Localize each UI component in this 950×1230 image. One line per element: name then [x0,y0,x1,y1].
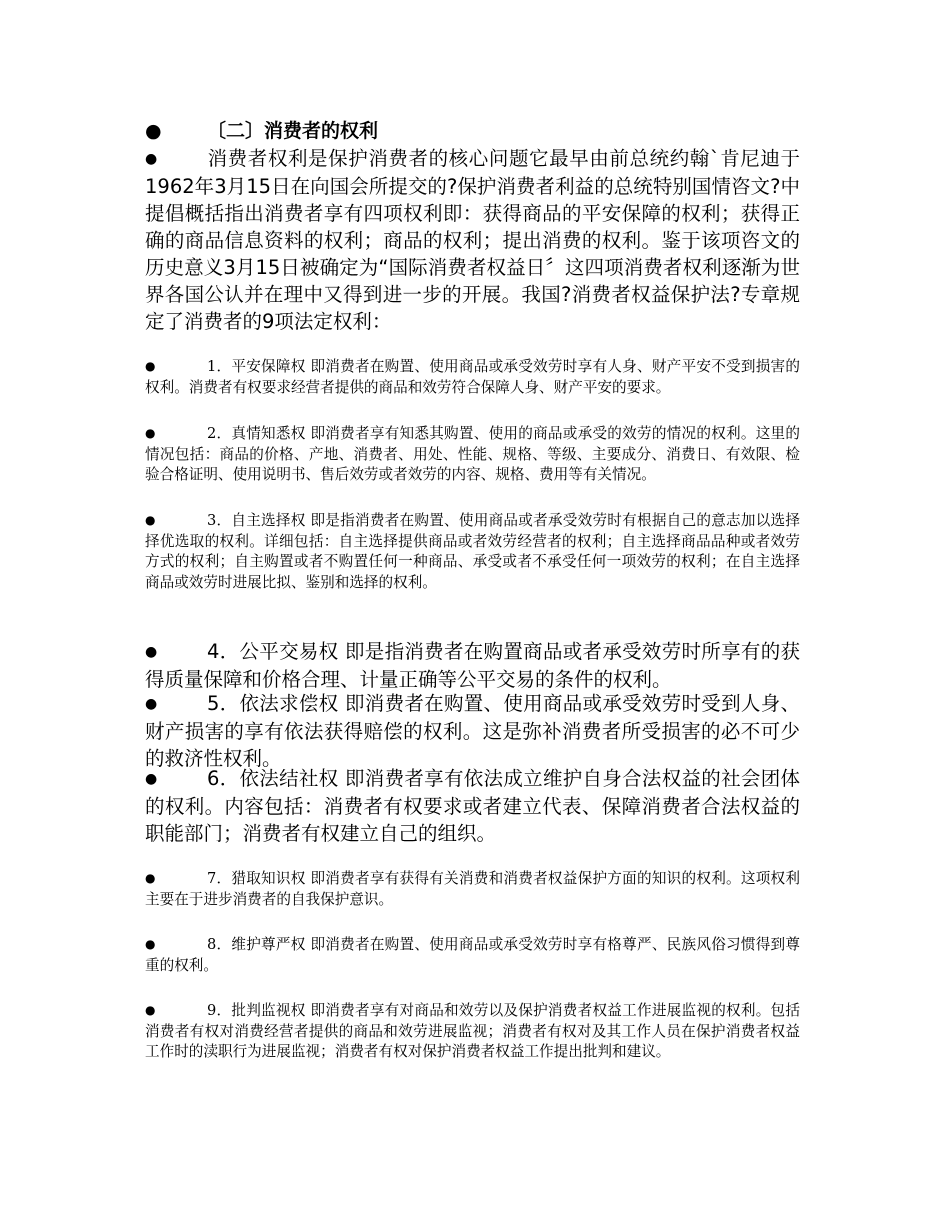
right-text: 9．批判监视权 即消费者享有对商品和效劳以及保护消费者权益工作进展监视的权利。包括消费者有权对消费经营者提供的商品和效劳进展监视；消费者有权对及其工作人员在保护消费者权益工作时的渎职行为进展监视；消费者有权对保护消费者权益工作提出批判和建议。 [145,1002,800,1060]
bullet-icon: ● [145,1003,156,1017]
right-text: 2．真情知悉权 即消费者享有知悉其购置、使用的商品或承受的效劳的情况的权利。这里的情况包括：商品的价格、产地、消费者、用处、性能、规格、等级、主要成分、消费日、有效限、检验合格证明、使用说明书、售后效劳或者效劳的内容、规格、费用等有关情况。 [145,425,800,483]
bullet-icon: ● [145,696,158,712]
bullet-icon: ● [145,359,156,373]
bullet-icon: ● [145,771,158,787]
right-item-9 [145,1000,800,1063]
right-text: 7．猎取知识权 即消费者享有获得有关消费和消费者权益保护方面的知识的权利。这项权利主要在于进步消费者的自我保护意识。 [145,870,800,908]
right-item-3 [145,510,800,593]
right-item-5 [145,690,800,772]
right-text: 8．维护尊严权 即消费者在购置、使用商品或承受效劳时享有格尊严、民族风俗习惯得到尊重的权利。 [145,936,800,974]
heading-text: 〔二〕消费者的权利 [207,120,379,142]
right-item-2 [145,423,800,486]
bullet-icon: ● [145,937,156,951]
bullet-icon: ● [145,151,158,167]
right-item-4 [145,638,800,693]
right-item-7 [145,868,800,910]
right-item-8 [145,934,800,976]
bullet-icon: ● [145,871,156,885]
right-text: 3．自主选择权 即是指消费者在购置、使用商品或者承受效劳时有根据自己的意志加以选择择优选取的权利。详细包括：自主选择提供商品或者效劳经营者的权利；自主选择商品品种或者效劳方式的权利；自主购置或者不购置任何一种商品、承受或者不承受任何一项效劳的权利；在自主选择商品或效劳时进展比拟、鉴别和选择的权利。 [145,512,800,591]
intro-text: 消费者权利是保护消费者的核心问题它最早由前总统约翰`肯尼迪于1962年3月15日在向国会所提交的?保护消费者利益的总统特别国情咨文?中提倡概括指出消费者享有四项权利即：获得商品的平安保障的权利；获得正确的商品信息资料的权利；商品的权利；提出消费的权利。鉴于该项咨文的历史意义3月15日被确定为“国际消费者权益日〞这四项消费者权利逐渐为世界各国公认并在理中又得到进一步的开展。我国?消费者权益保护法?专章规定了消费者的9项法定权利： [145,147,800,333]
section-heading [145,118,800,145]
right-text: 1．平安保障权 即消费者在购置、使用商品或承受效劳时享有人身、财产平安不受到损害的权利。消费者有权要求经营者提供的商品和效劳符合保障人身、财产平安的要求。 [145,358,800,396]
right-text: 4．公平交易权 即是指消费者在购置商品或者承受效劳时所享有的获得质量保障和价格合理、计量正确等公平交易的条件的权利。 [145,640,800,691]
right-text: 6．依法结社权 即消费者享有依法成立维护自身合法权益的社会团体的权利。内容包括：消费者有权要求或者建立代表、保障消费者合法权益的职能部门；消费者有权建立自己的组织。 [145,767,800,845]
right-item-1 [145,356,800,398]
bullet-icon: ● [145,426,156,440]
bullet-icon: ● [145,513,156,527]
bullet-icon: ● [145,120,162,142]
bullet-icon: ● [145,644,158,660]
right-text: 5．依法求偿权 即消费者在购置、使用商品或承受效劳时受到人身、财产损害的享有依法获得赔偿的权利。这是弥补消费者所受损害的必不可少的救济性权利。 [145,692,800,770]
right-item-6 [145,765,800,847]
intro-paragraph [145,145,800,335]
